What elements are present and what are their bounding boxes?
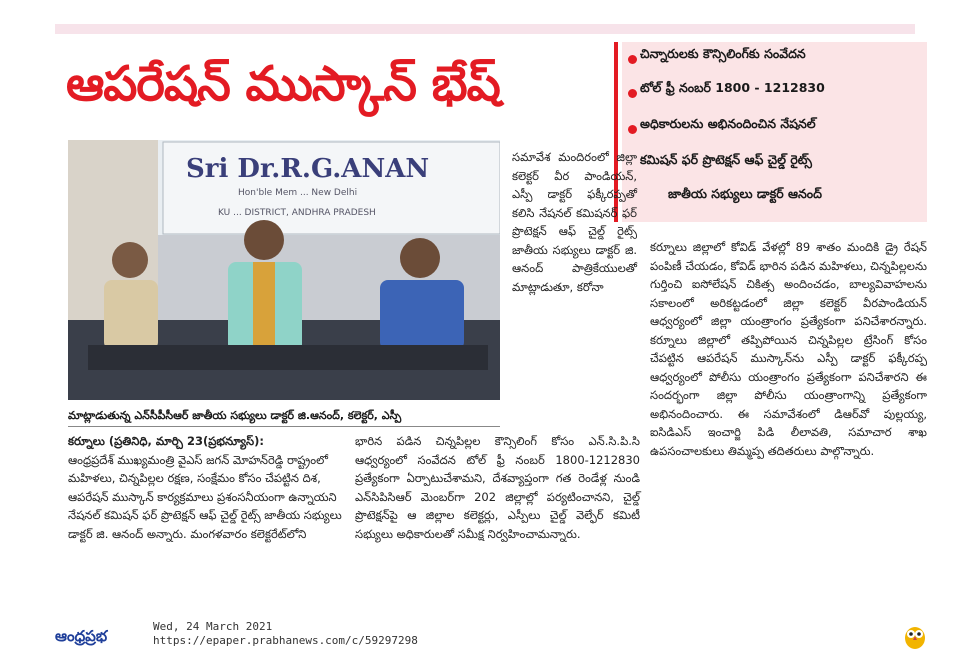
- banner-text: Sri Dr.R.G.ANAN: [186, 154, 430, 184]
- bullet-dot: [628, 55, 637, 64]
- highlight-item: జాతీయ సభ్యులు డాక్టర్ ఆనంద్: [668, 186, 822, 201]
- article-column: [650, 238, 927, 460]
- photo-caption: మాట్లాడుతున్న ఎన్‌సీపీసీఆర్ జాతీయ సభ్యులు డాక్టర్ జి.ఆనంద్, కలెక్టర్, ఎస్పీ: [68, 406, 500, 427]
- highlight-item: టోల్ ఫ్రీ నంబర్ 1800 - 1212830: [640, 80, 825, 95]
- article-column: [512, 148, 637, 296]
- headline: ఆపరేషన్ ముస్కాన్ భేష్: [66, 56, 500, 112]
- footer-meta: [153, 620, 418, 648]
- highlight-item: చిన్నారులకు కౌన్సిలింగ్‌కు సంవేదన: [640, 46, 806, 61]
- article-text: ఆంధ్రప్రదేశ్ ముఖ్యమంత్రి వైఎస్ జగన్ మోహన్‌రెడ్డి రాష్ట్రంలో మహిళలు, చిన్నపిల్లల రక్షణ, సంక్షేమం కోసం చేపట్టిన దిశ, ఆపరేషన్ ముస్కాన్ కార్యక్రమాలు ప్రశంసనీయంగా ఉన్నాయని నేషనల్ కమిషన్ ఫర్ ప్రొటెక్షన్ ఆఫ్ చైల్డ్ రైట్స్ జాతీయ సభ్యులు డాక్టర్ జి. ఆనంద్ అన్నారు. మంగళవారం కలెక్టరేట్‌లోని: [68, 452, 342, 541]
- article-text: భారిన పడిన చిన్నపిల్లల కౌన్సిలింగ్ కోసం ఎన్.సి.పి.సి ఆధ్వర్యంలో సంవేదన టోల్ ఫ్రీ నంబర్ 1800-1212830 ప్రత్యేకంగా ఏర్పాటుచేశామని, దేశవ్యాప్తంగా గత రెండేళ్ల నుండి ఎన్‌సిపిసిఆర్ మెంబర్‌గా 202 జిల్లాల్లో పర్యటించానని, చైల్డ్ ప్రొటెక్షన్‌పై ఆ జిల్లాల కలెక్టర్లు, ఎస్పీలు చైల్డ్ వెల్ఫేర్ కమిటీ సభ్యులు అధికారులతో సమీక్ష నిర్వహించామన్నారు.: [355, 434, 640, 541]
- bullet-dot: [628, 89, 637, 98]
- article-text: కర్నూలు జిల్లాలో కోవిడ్ వేళల్లో 89 శాతం మందికి డ్రై రేషన్ పంపిణీ చేయడం, కోవిడ్ భారిన పడిన మహిళలు, చిన్నపిల్లలను గుర్తించి ఐసోలేషన్ చికిత్స అందించడం, బాల్యవివాహలను సకాలంలో అరికట్టడంలో జిల్లా కలెక్టర్ వీరపాండియన్ ఆధ్వర్యంలో జిల్లా యంత్రాంగం ప్రత్యేకంగా పనిచేశారన్నారు. కర్నూలు జిల్లాలో తప్పిపోయిన చిన్నపిల్లల ట్రేసింగ్ కోసం చేపట్టిన ఆపరేషన్ ముస్కాన్‌ను ఎస్పీ డాక్టర్ ఫక్కీరప్ప ఆధ్వర్యంలో పోలీసు యంత్రాంగం ప్రత్యేకంగా పనిచేశారని ఈ సందర్భంగా జిల్లా పోలీసు యంత్రాంగాన్ని ప్రత్యేకంగా అభినందించారు. ఈ సమావేశంలో డిఆర్‌వో పుల్లయ్య, ఐసిడిఎస్ ఇంచార్జి పిడి లీలావతి, సమాచార శాఖ ఉపసంచాలకులు తిమ్మప్ప తదితరులు పాల్గొన్నారు.: [650, 240, 927, 458]
- banner-subtext: Hon'ble Mem ... New Delhi: [238, 188, 358, 198]
- dateline: కర్నూలు (ప్రతినిధి, మార్చి 23(ప్రభన్యూస్):: [68, 434, 264, 448]
- highlight-item: కమిషన్ ఫర్ ప్రొటెక్షన్ ఆఫ్ చైల్డ్ రైట్స్: [640, 152, 812, 167]
- top-decor-strip: [55, 24, 915, 34]
- publication-logo: ఆంధ్రప్రభ: [55, 627, 108, 645]
- article-column: [68, 432, 348, 543]
- article-column: [355, 432, 640, 543]
- bullet-dot: [628, 125, 637, 134]
- press-meet-photo: [68, 140, 500, 400]
- article-text: సమావేశ మందిరంలో జిల్లా కలెక్టర్ వీర పాండియన్, ఎస్పీ డాక్టర్ ఫక్కీరప్పతో కలిసి నేషనల్ కమిషనర్ ఫర్ ప్రొటెక్షన్ ఆఫ్ చైల్డ్ రైట్స్ జాతీయ సభ్యులు డాక్టర్ జి. ఆనంద్ పాత్రికేయులతో మాట్లాడుతూ, కరోనా: [512, 150, 637, 294]
- publication-date: Wed, 24 March 2021: [153, 620, 273, 633]
- banner-subtext: KU ... DISTRICT, ANDHRA PRADESH: [218, 208, 376, 218]
- footer: [55, 620, 915, 650]
- source-url[interactable]: https://epaper.prabhanews.com/c/59297298: [153, 634, 418, 647]
- owl-icon: [903, 622, 927, 650]
- highlight-item: అధికారులను అభినందించిన నేషనల్: [640, 116, 816, 131]
